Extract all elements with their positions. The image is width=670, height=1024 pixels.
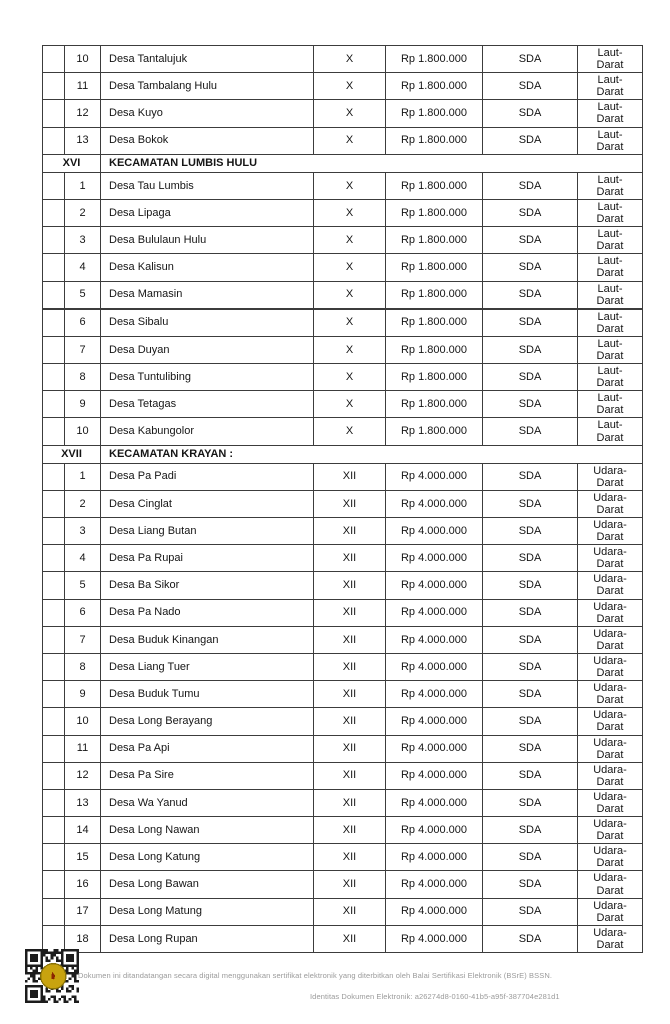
village-name-cell: Desa Kuyo [101, 100, 314, 127]
village-row [43, 100, 643, 127]
spacer-cell [43, 871, 65, 898]
category-cell: X [314, 254, 386, 281]
funding-cell: SDA [483, 463, 578, 490]
spacer-cell [43, 708, 65, 735]
village-name-cell: Desa Long Nawan [101, 817, 314, 844]
category-cell: XII [314, 599, 386, 626]
transport-cell: Udara-Darat [578, 572, 643, 599]
amount-cell: Rp 4.000.000 [386, 518, 483, 545]
category-cell: XII [314, 653, 386, 680]
village-row [43, 735, 643, 762]
spacer-cell [43, 599, 65, 626]
category-cell: XII [314, 925, 386, 952]
village-row [43, 46, 643, 73]
amount-cell: Rp 1.800.000 [386, 100, 483, 127]
transport-cell: Udara-Darat [578, 871, 643, 898]
row-number-cell: 15 [65, 844, 101, 871]
village-name-cell: Desa Wa Yanud [101, 789, 314, 816]
transport-cell: Udara-Darat [578, 844, 643, 871]
transport-cell: Udara-Darat [578, 518, 643, 545]
funding-cell: SDA [483, 871, 578, 898]
transport-cell: Udara-Darat [578, 463, 643, 490]
row-number-cell: 2 [65, 490, 101, 517]
amount-cell: Rp 4.000.000 [386, 572, 483, 599]
funding-cell: SDA [483, 364, 578, 391]
amount-cell: Rp 4.000.000 [386, 871, 483, 898]
village-name-cell: Desa Tantalujuk [101, 46, 314, 73]
spacer-cell [43, 653, 65, 680]
spacer-cell [43, 418, 65, 445]
funding-cell: SDA [483, 199, 578, 226]
village-name-cell: Desa Cinglat [101, 490, 314, 517]
transport-cell: Udara-Darat [578, 762, 643, 789]
village-row [43, 127, 643, 154]
spacer-cell [43, 789, 65, 816]
funding-cell: SDA [483, 817, 578, 844]
transport-cell: Udara-Darat [578, 735, 643, 762]
row-number-cell: 5 [65, 281, 101, 309]
village-name-cell: Desa Pa Padi [101, 463, 314, 490]
funding-cell: SDA [483, 336, 578, 363]
village-row [43, 73, 643, 100]
village-name-cell: Desa Long Rupan [101, 925, 314, 952]
spacer-cell [43, 735, 65, 762]
spacer-cell [43, 626, 65, 653]
transport-cell: Laut-Darat [578, 199, 643, 226]
section-numeral-cell: XVII [43, 445, 101, 463]
row-number-cell: 12 [65, 100, 101, 127]
spacer-cell [43, 254, 65, 281]
amount-cell: Rp 4.000.000 [386, 789, 483, 816]
village-name-cell: Desa Bululaun Hulu [101, 227, 314, 254]
spacer-cell [43, 391, 65, 418]
village-row [43, 653, 643, 680]
row-number-cell: 11 [65, 73, 101, 100]
transport-cell: Laut-Darat [578, 336, 643, 363]
village-row [43, 364, 643, 391]
funding-cell: SDA [483, 735, 578, 762]
spacer-cell [43, 364, 65, 391]
category-cell: X [314, 418, 386, 445]
village-row [43, 898, 643, 925]
category-cell: XII [314, 518, 386, 545]
row-number-cell: 18 [65, 925, 101, 952]
amount-cell: Rp 4.000.000 [386, 898, 483, 925]
category-cell: X [314, 281, 386, 309]
row-number-cell: 7 [65, 626, 101, 653]
village-row [43, 199, 643, 226]
amount-cell: Rp 4.000.000 [386, 599, 483, 626]
village-name-cell: Desa Liang Butan [101, 518, 314, 545]
section-header-row [43, 154, 643, 172]
village-row [43, 545, 643, 572]
spacer-cell [43, 46, 65, 73]
amount-cell: Rp 4.000.000 [386, 545, 483, 572]
amount-cell: Rp 1.800.000 [386, 364, 483, 391]
village-row [43, 227, 643, 254]
spacer-cell [43, 336, 65, 363]
village-row [43, 789, 643, 816]
funding-cell: SDA [483, 100, 578, 127]
row-number-cell: 3 [65, 518, 101, 545]
spacer-cell [43, 572, 65, 599]
category-cell: X [314, 391, 386, 418]
amount-cell: Rp 4.000.000 [386, 463, 483, 490]
village-row [43, 681, 643, 708]
funding-cell: SDA [483, 73, 578, 100]
village-row [43, 391, 643, 418]
amount-cell: Rp 4.000.000 [386, 925, 483, 952]
amount-cell: Rp 1.800.000 [386, 127, 483, 154]
section-numeral-cell: XVI [43, 154, 101, 172]
amount-cell: Rp 4.000.000 [386, 653, 483, 680]
row-number-cell: 2 [65, 199, 101, 226]
funding-cell: SDA [483, 925, 578, 952]
funding-cell: SDA [483, 545, 578, 572]
amount-cell: Rp 1.800.000 [386, 336, 483, 363]
category-cell: X [314, 364, 386, 391]
village-row [43, 309, 643, 337]
category-cell: XII [314, 545, 386, 572]
funding-cell: SDA [483, 898, 578, 925]
village-row [43, 172, 643, 199]
spacer-cell [43, 127, 65, 154]
category-cell: X [314, 46, 386, 73]
funding-cell: SDA [483, 789, 578, 816]
village-row [43, 418, 643, 445]
amount-cell: Rp 4.000.000 [386, 735, 483, 762]
village-row [43, 762, 643, 789]
row-number-cell: 7 [65, 336, 101, 363]
footer-line2: Identitas Dokumen Elektronik: a26274d8-0160-41b5-a95f-387704e281d1 [310, 992, 560, 1001]
amount-cell: Rp 4.000.000 [386, 708, 483, 735]
funding-cell: SDA [483, 281, 578, 309]
spacer-cell [43, 100, 65, 127]
category-cell: XII [314, 572, 386, 599]
spacer-cell [43, 898, 65, 925]
spacer-cell [43, 518, 65, 545]
category-cell: X [314, 100, 386, 127]
category-cell: XII [314, 463, 386, 490]
amount-cell: Rp 4.000.000 [386, 681, 483, 708]
village-name-cell: Desa Long Bawan [101, 871, 314, 898]
row-number-cell: 17 [65, 898, 101, 925]
village-row [43, 463, 643, 490]
village-name-cell: Desa Kalisun [101, 254, 314, 281]
village-row [43, 572, 643, 599]
funding-cell: SDA [483, 844, 578, 871]
section-title-cell: KECAMATAN LUMBIS HULU [101, 154, 643, 172]
category-cell: XII [314, 871, 386, 898]
funding-cell: SDA [483, 626, 578, 653]
row-number-cell: 4 [65, 545, 101, 572]
transport-cell: Udara-Darat [578, 653, 643, 680]
qr-code [25, 949, 79, 1003]
amount-cell: Rp 4.000.000 [386, 626, 483, 653]
funding-cell: SDA [483, 391, 578, 418]
transport-cell: Udara-Darat [578, 789, 643, 816]
village-name-cell: Desa Long Katung [101, 844, 314, 871]
village-row [43, 281, 643, 309]
spacer-cell [43, 199, 65, 226]
transport-cell: Laut-Darat [578, 127, 643, 154]
village-row [43, 518, 643, 545]
village-name-cell: Desa Tetagas [101, 391, 314, 418]
transport-cell: Laut-Darat [578, 391, 643, 418]
funding-cell: SDA [483, 653, 578, 680]
category-cell: XII [314, 762, 386, 789]
amount-cell: Rp 1.800.000 [386, 418, 483, 445]
category-cell: X [314, 127, 386, 154]
category-cell: X [314, 227, 386, 254]
village-row [43, 844, 643, 871]
village-row [43, 599, 643, 626]
spacer-cell [43, 227, 65, 254]
funding-cell: SDA [483, 172, 578, 199]
amount-cell: Rp 4.000.000 [386, 844, 483, 871]
village-name-cell: Desa Long Matung [101, 898, 314, 925]
amount-cell: Rp 1.800.000 [386, 281, 483, 309]
transport-cell: Udara-Darat [578, 545, 643, 572]
row-number-cell: 5 [65, 572, 101, 599]
row-number-cell: 13 [65, 789, 101, 816]
funding-cell: SDA [483, 227, 578, 254]
village-name-cell: Desa Lipaga [101, 199, 314, 226]
funding-cell: SDA [483, 572, 578, 599]
transport-cell: Laut-Darat [578, 309, 643, 337]
village-row [43, 817, 643, 844]
amount-cell: Rp 4.000.000 [386, 817, 483, 844]
row-number-cell: 4 [65, 254, 101, 281]
row-number-cell: 8 [65, 653, 101, 680]
spacer-cell [43, 817, 65, 844]
category-cell: XII [314, 490, 386, 517]
transport-cell: Udara-Darat [578, 626, 643, 653]
funding-cell: SDA [483, 254, 578, 281]
category-cell: XII [314, 817, 386, 844]
funding-cell: SDA [483, 127, 578, 154]
transport-cell: Laut-Darat [578, 172, 643, 199]
village-name-cell: Desa Pa Api [101, 735, 314, 762]
section-title-cell: KECAMATAN KRAYAN : [101, 445, 643, 463]
row-number-cell: 10 [65, 418, 101, 445]
row-number-cell: 6 [65, 309, 101, 337]
transport-cell: Laut-Darat [578, 418, 643, 445]
transport-cell: Laut-Darat [578, 46, 643, 73]
category-cell: X [314, 73, 386, 100]
village-name-cell: Desa Pa Rupai [101, 545, 314, 572]
spacer-cell [43, 463, 65, 490]
funding-cell: SDA [483, 599, 578, 626]
transport-cell: Laut-Darat [578, 100, 643, 127]
village-name-cell: Desa Sibalu [101, 309, 314, 337]
funding-cell: SDA [483, 762, 578, 789]
amount-cell: Rp 1.800.000 [386, 391, 483, 418]
funding-cell: SDA [483, 708, 578, 735]
village-name-cell: Desa Mamasin [101, 281, 314, 309]
amount-cell: Rp 1.800.000 [386, 46, 483, 73]
spacer-cell [43, 281, 65, 309]
spacer-cell [43, 172, 65, 199]
category-cell: XII [314, 626, 386, 653]
row-number-cell: 9 [65, 391, 101, 418]
transport-cell: Udara-Darat [578, 681, 643, 708]
village-name-cell: Desa Buduk Tumu [101, 681, 314, 708]
row-number-cell: 14 [65, 817, 101, 844]
category-cell: XII [314, 735, 386, 762]
funding-cell: SDA [483, 46, 578, 73]
transport-cell: Udara-Darat [578, 925, 643, 952]
spacer-cell [43, 762, 65, 789]
village-name-cell: Desa Kabungolor [101, 418, 314, 445]
row-number-cell: 11 [65, 735, 101, 762]
row-number-cell: 9 [65, 681, 101, 708]
category-cell: XII [314, 844, 386, 871]
village-name-cell: Desa Liang Tuer [101, 653, 314, 680]
amount-cell: Rp 1.800.000 [386, 309, 483, 337]
spacer-cell [43, 309, 65, 337]
spacer-cell [43, 73, 65, 100]
transport-cell: Udara-Darat [578, 708, 643, 735]
amount-cell: Rp 1.800.000 [386, 73, 483, 100]
row-number-cell: 1 [65, 463, 101, 490]
funding-cell: SDA [483, 681, 578, 708]
village-name-cell: Desa Bokok [101, 127, 314, 154]
transport-cell: Laut-Darat [578, 73, 643, 100]
section-header-row [43, 445, 643, 463]
transport-cell: Udara-Darat [578, 490, 643, 517]
row-number-cell: 10 [65, 46, 101, 73]
amount-cell: Rp 1.800.000 [386, 254, 483, 281]
village-name-cell: Desa Pa Sire [101, 762, 314, 789]
row-number-cell: 6 [65, 599, 101, 626]
category-cell: X [314, 199, 386, 226]
category-cell: XII [314, 681, 386, 708]
footer-line1: Dokumen ini ditandatangan secara digital menggunakan sertifikat elektronik yang diterbitkan oleh Balai Sertifikasi Elektronik (BSrE) BSSN. [78, 971, 553, 980]
transport-cell: Udara-Darat [578, 599, 643, 626]
category-cell: X [314, 336, 386, 363]
category-cell: XII [314, 898, 386, 925]
row-number-cell: 13 [65, 127, 101, 154]
village-name-cell: Desa Tuntulibing [101, 364, 314, 391]
funding-cell: SDA [483, 518, 578, 545]
row-number-cell: 8 [65, 364, 101, 391]
funding-cell: SDA [483, 490, 578, 517]
category-cell: X [314, 309, 386, 337]
amount-cell: Rp 1.800.000 [386, 199, 483, 226]
village-row [43, 925, 643, 952]
row-number-cell: 3 [65, 227, 101, 254]
spacer-cell [43, 490, 65, 517]
village-name-cell: Desa Ba Sikor [101, 572, 314, 599]
village-name-cell: Desa Tambalang Hulu [101, 73, 314, 100]
row-number-cell: 10 [65, 708, 101, 735]
spacer-cell [43, 545, 65, 572]
village-row [43, 626, 643, 653]
amount-cell: Rp 4.000.000 [386, 762, 483, 789]
transport-cell: Udara-Darat [578, 817, 643, 844]
transport-cell: Laut-Darat [578, 364, 643, 391]
table-body [43, 46, 643, 953]
spacer-cell [43, 681, 65, 708]
village-name-cell: Desa Long Berayang [101, 708, 314, 735]
village-row [43, 254, 643, 281]
village-row [43, 336, 643, 363]
village-name-cell: Desa Pa Nado [101, 599, 314, 626]
village-name-cell: Desa Tau Lumbis [101, 172, 314, 199]
transport-cell: Laut-Darat [578, 281, 643, 309]
spacer-cell [43, 844, 65, 871]
funding-cell: SDA [483, 418, 578, 445]
category-cell: XII [314, 708, 386, 735]
funding-cell: SDA [483, 309, 578, 337]
amount-cell: Rp 4.000.000 [386, 490, 483, 517]
transport-cell: Laut-Darat [578, 227, 643, 254]
amount-cell: Rp 1.800.000 [386, 227, 483, 254]
row-number-cell: 1 [65, 172, 101, 199]
village-name-cell: Desa Duyan [101, 336, 314, 363]
village-row [43, 490, 643, 517]
allowance-table [42, 45, 643, 953]
transport-cell: Laut-Darat [578, 254, 643, 281]
amount-cell: Rp 1.800.000 [386, 172, 483, 199]
row-number-cell: 12 [65, 762, 101, 789]
village-name-cell: Desa Buduk Kinangan [101, 626, 314, 653]
category-cell: X [314, 172, 386, 199]
category-cell: XII [314, 789, 386, 816]
village-row [43, 708, 643, 735]
village-row [43, 871, 643, 898]
row-number-cell: 16 [65, 871, 101, 898]
transport-cell: Udara-Darat [578, 898, 643, 925]
